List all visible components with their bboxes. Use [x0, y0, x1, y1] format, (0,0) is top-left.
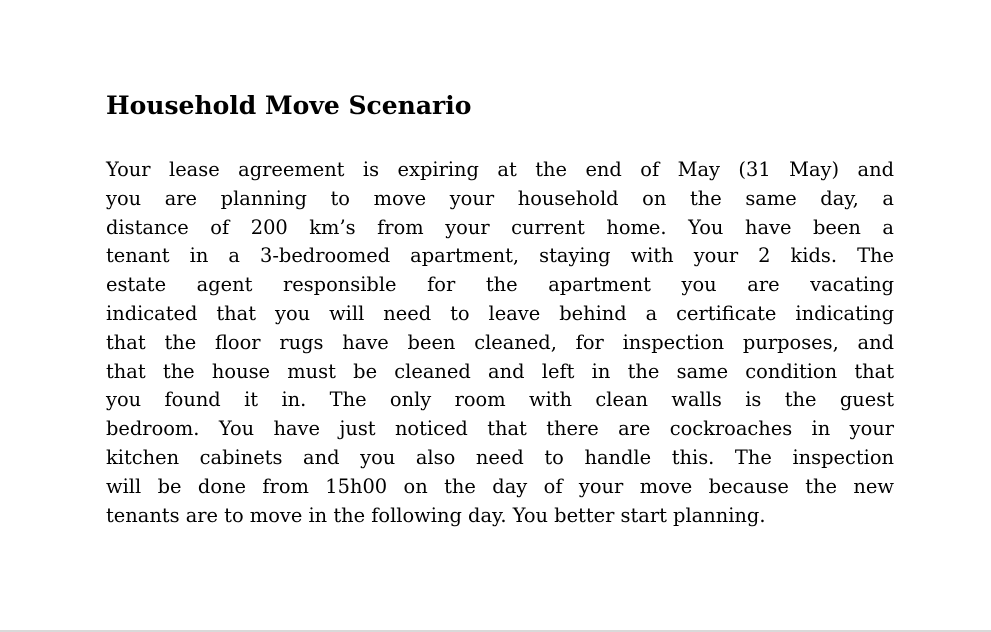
paragraph-line: tenants are to move in the following day. You better start planning. — [106, 503, 766, 527]
paragraph-line: tenant in a 3-bedroomed apartment, staying with your 2 kids. The — [106, 244, 894, 268]
paragraph-line: indicated that you will need to leave behind a certificate indicating — [106, 301, 894, 325]
paragraph-line: you are planning to move your household on the same day, a — [106, 186, 894, 210]
document-title: Household Move Scenario — [106, 91, 472, 120]
paragraph-line: you found it in. The only room with clean walls is the guest — [106, 388, 894, 412]
paragraph-line: will be done from 15h00 on the day of your move because the new — [106, 474, 894, 498]
paragraph-line: Your lease agreement is expiring at the end of May (31 May) and — [106, 158, 894, 181]
paragraph-line: distance of 200 km’s from your current home. You have been a — [106, 215, 894, 239]
paragraph-line: estate agent responsible for the apartment you are vacating — [106, 273, 894, 297]
paragraph-line: bedroom. You have just noticed that there are cockroaches in your — [106, 417, 894, 441]
paragraph-line: that the floor rugs have been cleaned, for inspection purposes, and — [106, 330, 894, 354]
paragraph-line: kitchen cabinets and you also need to handle this. The inspection — [106, 445, 894, 469]
paragraph-line: that the house must be cleaned and left in the same condition that — [106, 359, 894, 383]
scenario-paragraph — [106, 156, 894, 530]
